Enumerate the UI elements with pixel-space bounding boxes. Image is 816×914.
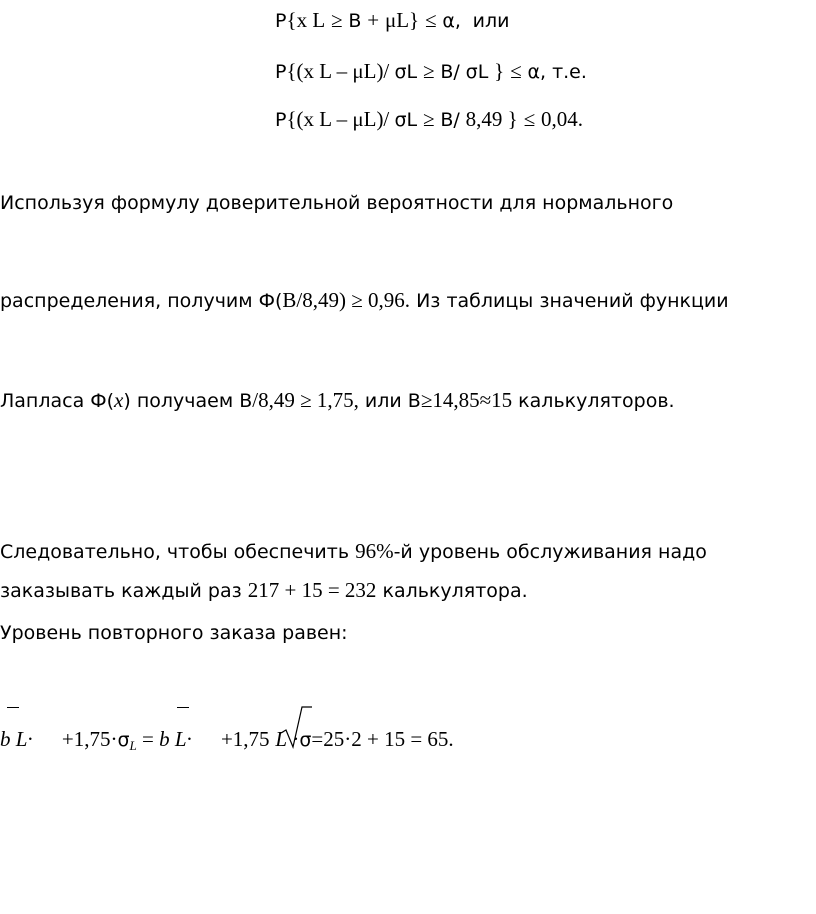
mu-l-term: μL: [384, 8, 410, 32]
text-d: или B: [358, 390, 421, 412]
paragraph-1-line-2: [0, 287, 729, 314]
sigma-symbol-2: σ: [299, 729, 312, 751]
formula-line-2: [275, 58, 587, 85]
text-c: /8,49 ≥ 1,75,: [252, 388, 359, 412]
text-c: калькулятора.: [376, 580, 528, 602]
brace-open: {: [286, 8, 297, 32]
b-symbol: B: [348, 10, 362, 32]
subscript-l: L: [129, 738, 137, 753]
brace-close: }: [409, 8, 420, 32]
p-symbol: P: [275, 10, 287, 32]
text-a: Лапласа Ф(: [0, 390, 115, 412]
formula-line-1: [275, 7, 509, 34]
p-symbol: P: [275, 61, 287, 83]
alpha-symbol: α: [527, 61, 540, 83]
dot: ·: [287, 727, 300, 751]
leq-symbol: ≤: [424, 8, 437, 32]
slash-term: )/: [376, 59, 395, 83]
rest-term: =25·2 + 15 = 65.: [311, 727, 454, 751]
sigma-symbol: σ: [117, 729, 130, 751]
b-slash: B/: [440, 109, 460, 131]
geq-symbol: ≥: [423, 59, 435, 83]
plus-symbol: +: [367, 8, 380, 32]
sigma-l-term: σL: [394, 61, 418, 83]
formula-line-3: [275, 106, 583, 133]
text-b: 96%: [355, 539, 394, 563]
mu-l-term: μL: [352, 107, 377, 131]
text-b: ) получаем B: [123, 390, 253, 412]
equals: =: [136, 727, 160, 751]
final-formula: [0, 726, 454, 759]
geq-symbol: ≥: [330, 8, 343, 32]
value-term: 0,04.: [540, 107, 583, 131]
text-a: заказывать каждый раз: [0, 580, 248, 602]
comma: ,: [454, 10, 461, 32]
text-c: Из таблицы значений функции: [410, 290, 729, 312]
paragraph-2-line-3: [0, 620, 348, 646]
open-term: {(x L –: [286, 107, 353, 131]
var-x: x: [114, 388, 124, 412]
sqrt-l: L: [275, 727, 288, 751]
text: Уровень повторного заказа равен:: [0, 622, 348, 644]
overline-1: [7, 707, 19, 708]
mu-l-term: μL: [352, 59, 377, 83]
paragraph-2-line-2: [0, 577, 528, 604]
or-word: или: [472, 10, 510, 32]
paragraph-2-line-1: [0, 538, 707, 565]
brace-close: }: [494, 59, 505, 83]
paragraph-1-line-3: [0, 387, 675, 414]
text: Используя формулу доверительной вероятности для нормального: [0, 192, 674, 214]
x-l-term: x L: [296, 8, 326, 32]
b-l-term-2: b L·: [159, 727, 192, 751]
text-c: -й уровень обслуживания надо: [393, 541, 707, 563]
sigma-l-term: σL: [394, 109, 418, 131]
leq-symbol: ≤: [510, 59, 522, 83]
p-symbol: P: [275, 109, 287, 131]
term-1: +1,75·: [61, 727, 118, 751]
sigma-l-term-2: σL: [465, 61, 489, 83]
te-text: , т.е.: [539, 61, 587, 83]
text-b: 217 + 15 = 232: [247, 578, 377, 602]
leq-symbol: ≤: [523, 107, 536, 131]
open-term: {(x L –: [286, 59, 353, 83]
alpha-symbol: α: [442, 10, 455, 32]
overline-2: [177, 707, 189, 708]
term-2: +1,75: [220, 727, 270, 751]
text-e: ≥14,85≈15: [420, 388, 513, 412]
geq-symbol: ≥: [423, 107, 435, 131]
text-f: калькуляторов.: [512, 390, 675, 412]
number-term: 8,49 }: [465, 107, 518, 131]
slash-term: )/: [376, 107, 395, 131]
text-a: Следовательно, чтобы обеспечить: [0, 541, 356, 563]
b-slash: B/: [440, 61, 460, 83]
text-a: распределения, получим Ф(: [0, 290, 283, 312]
paragraph-1-line-1: [0, 190, 673, 216]
text-b: B/8,49) ≥ 0,96.: [282, 288, 411, 312]
b-l-term-1: b L·: [0, 727, 33, 751]
